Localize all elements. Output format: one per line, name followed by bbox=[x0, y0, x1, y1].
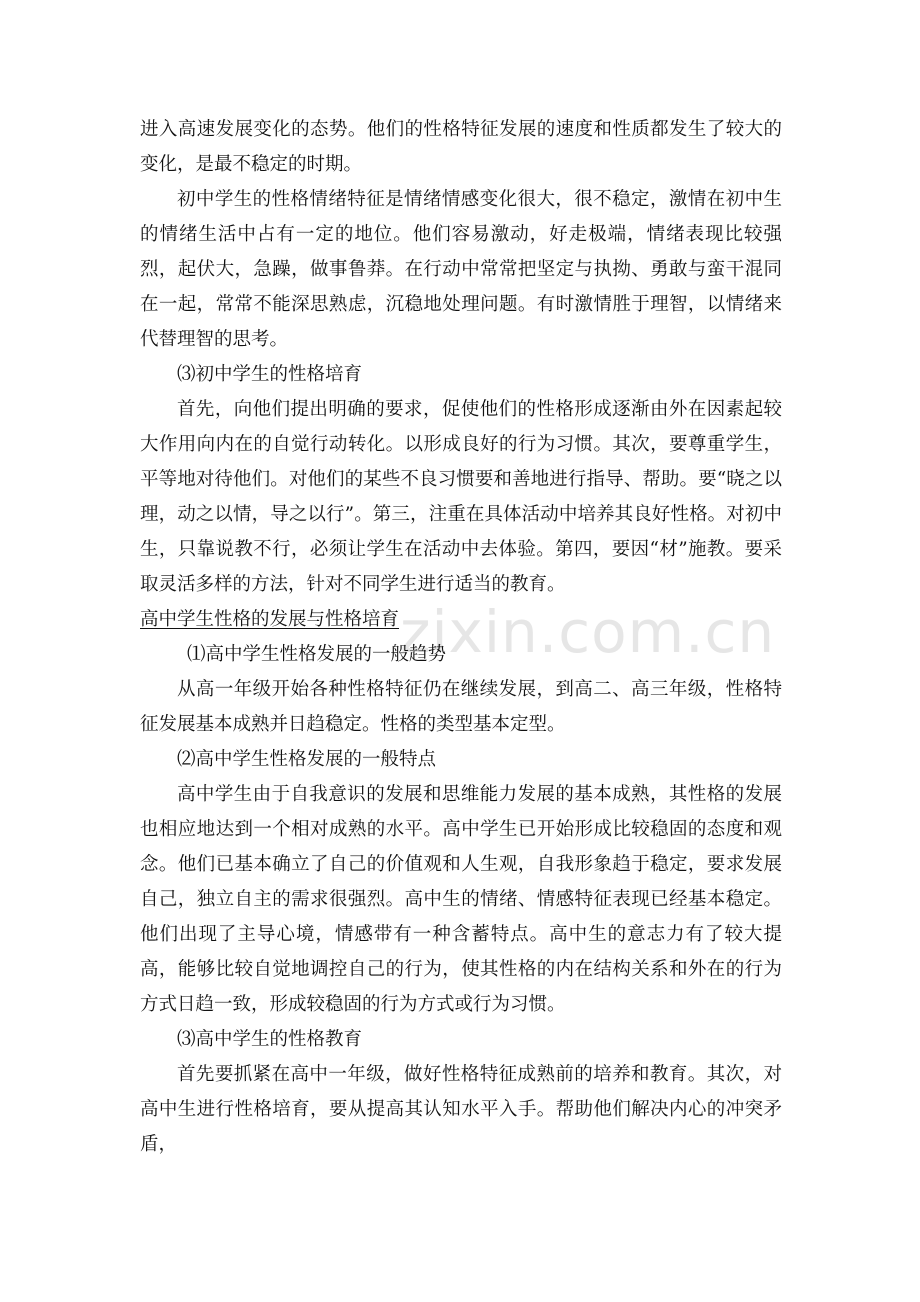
heading-senior-trend: ⑴高中学生性格发展的一般趋势 bbox=[187, 644, 447, 665]
paragraph-senior-features: 高中学生由于自我意识的发展和思维能力发展的基本成熟，其性格的发展也相应地达到一个相对成熟的水平。高中学生已开始形成比较稳固的态度和观念。他们已基本确立了自己的价值观和人生观，自我形象趋于稳定，要求发展自己，独立自主的需求很强烈。高中生的情绪、情感特征表现已经基本稳定。他们出现了主导心境，情感带有一种含蓄特点。高中生的意志力有了较大提高，能够比较自觉地调控自己的行为，使其性格的内在结构关系和外在的行为方式日趋一致，形成较稳固的行为方式或行为习惯。 bbox=[140, 784, 782, 1015]
heading-senior-education: ⑶高中学生的性格教育 bbox=[177, 1029, 363, 1050]
paragraph-senior-trend: 从高一年级开始各种性格特征仍在继续发展，到高二、高三年级，性格特征发展基本成熟并日趋稳定。性格的类型基本定型。 bbox=[140, 679, 782, 735]
paragraph-continuation: 进入高速发展变化的态势。他们的性格特征发展的速度和性质都发生了较大的变化，是最不稳定的时期。 bbox=[140, 119, 782, 175]
paragraph-junior-cultivation: 首先，向他们提出明确的要求，促使他们的性格形成逐渐由外在因素起较大作用向内在的自觉行动转化。以形成良好的行为习惯。其次，要尊重学生，平等地对待他们。对他们的某些不良习惯要和善地进行指导、帮助。要“晓之以理，动之以情，导之以行”。第三，注重在具体活动中培养其良好性格。对初中生，只靠说教不行，必须让学生在活动中去体验。第四，要因“材”施教。要采取灵活多样的方法，针对不同学生进行适当的教育。 bbox=[140, 399, 782, 595]
heading-senior-features: ⑵高中学生性格发展的一般特点 bbox=[177, 749, 437, 770]
paragraph-senior-education: 首先要抓紧在高中一年级，做好性格特征成熟前的培养和教育。其次，对高中生进行性格培育，要从提高其认知水平入手。帮助他们解决内心的冲突矛盾， bbox=[140, 1064, 782, 1155]
heading-junior-cultivation: ⑶初中学生的性格培育 bbox=[177, 364, 363, 385]
section-title-senior: 高中学生性格的发展与性格培育 bbox=[140, 609, 400, 630]
paragraph-junior-emotion: 初中学生的性格情绪特征是情绪情感变化很大，很不稳定，激情在初中生的情绪生活中占有一定的地位。他们容易激动，好走极端，情绪表现比较强烈，起伏大，急躁，做事鲁莽。在行动中常常把坚定与执拗、勇敢与蛮干混同在一起，常常不能深思熟虑，沉稳地处理问题。有时激情胜于理智，以情绪来代替理智的思考。 bbox=[140, 189, 782, 350]
document-page bbox=[140, 112, 782, 1162]
watermark: zixin.com.cn bbox=[400, 598, 776, 666]
